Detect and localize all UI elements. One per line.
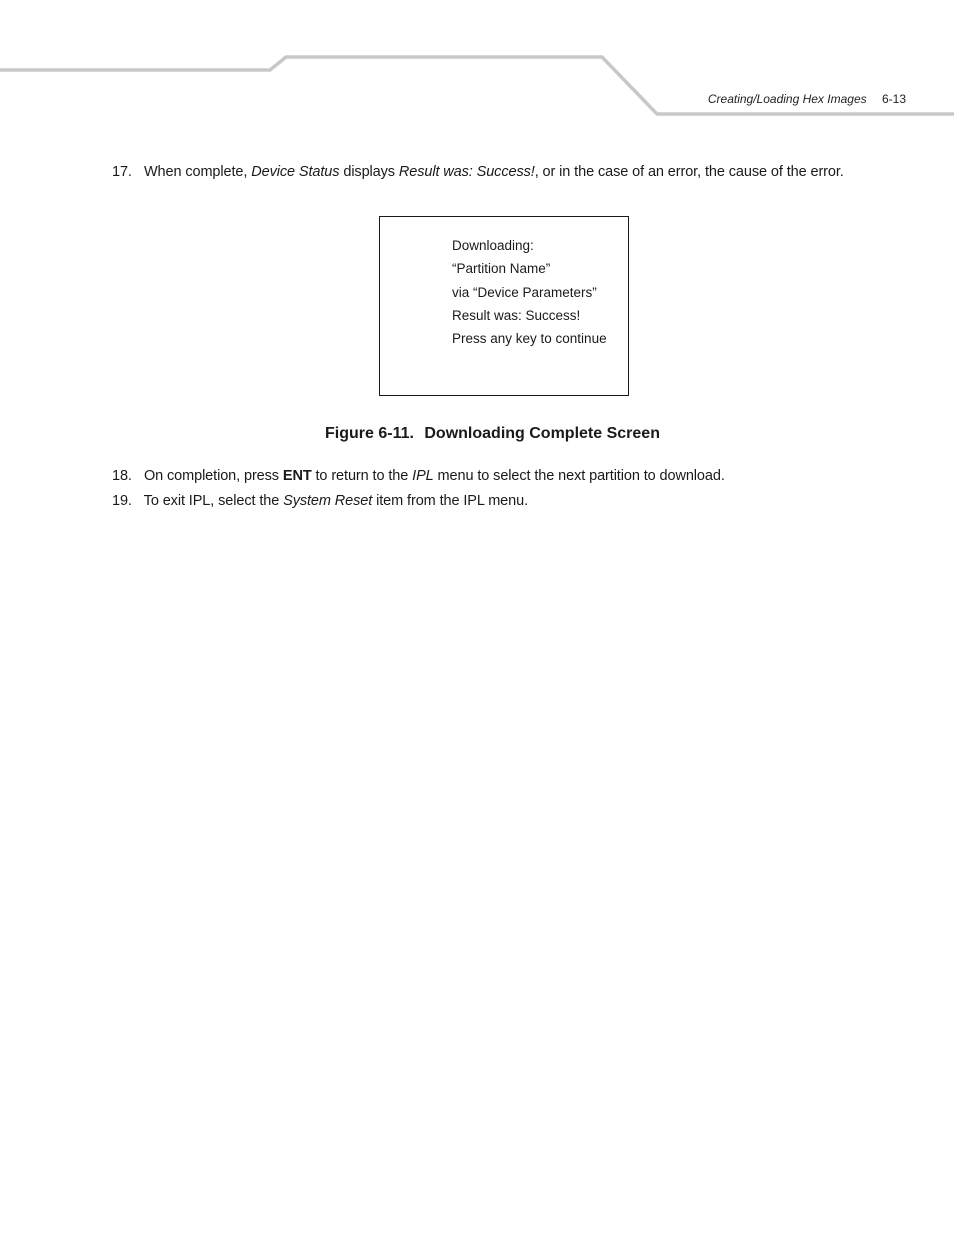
text-run: to return to the <box>311 468 413 484</box>
step-text <box>144 493 528 509</box>
text-run-italic: IPL <box>412 468 434 484</box>
screen-line: “Partition Name” <box>452 261 551 277</box>
screen-line: Result was: Success! <box>452 307 581 323</box>
text-run: When complete, <box>143 164 252 180</box>
screen-text <box>452 234 607 350</box>
running-head <box>708 92 906 106</box>
figure-caption <box>325 425 660 443</box>
screen-line: via “Device Parameters” <box>452 284 597 300</box>
text-run: menu to select the next partition to download. <box>433 468 725 484</box>
text-run-italic: Device Status <box>251 164 340 180</box>
figure-label: Figure 6-11. <box>325 425 414 442</box>
chapter-title: Creating/Loading Hex Images <box>707 92 867 106</box>
text-run: , or in the case of an error, the cause of the error. <box>534 164 844 180</box>
text-run-italic: System Reset <box>283 493 373 509</box>
step-17 <box>112 164 844 180</box>
screen-line: Downloading: <box>452 238 534 253</box>
text-run-italic: Result was: Success! <box>398 164 535 180</box>
step-number: 17. <box>112 164 132 180</box>
step-text <box>144 164 844 180</box>
step-18 <box>112 468 725 484</box>
step-number: 19. <box>112 493 132 509</box>
text-run: item from the IPL menu. <box>372 493 529 509</box>
step-text <box>144 468 725 484</box>
figure-title: Downloading Complete Screen <box>424 425 660 442</box>
text-run: To exit IPL, select the <box>143 493 284 509</box>
text-run: On completion, press <box>143 468 283 484</box>
key-name: ENT <box>282 468 312 484</box>
text-run: displays <box>339 164 399 180</box>
page-number: 6-13 <box>881 92 906 106</box>
device-screen <box>379 216 629 396</box>
step-19 <box>112 493 528 509</box>
screen-line: Press any key to continue <box>452 331 607 347</box>
step-number: 18. <box>112 468 132 484</box>
